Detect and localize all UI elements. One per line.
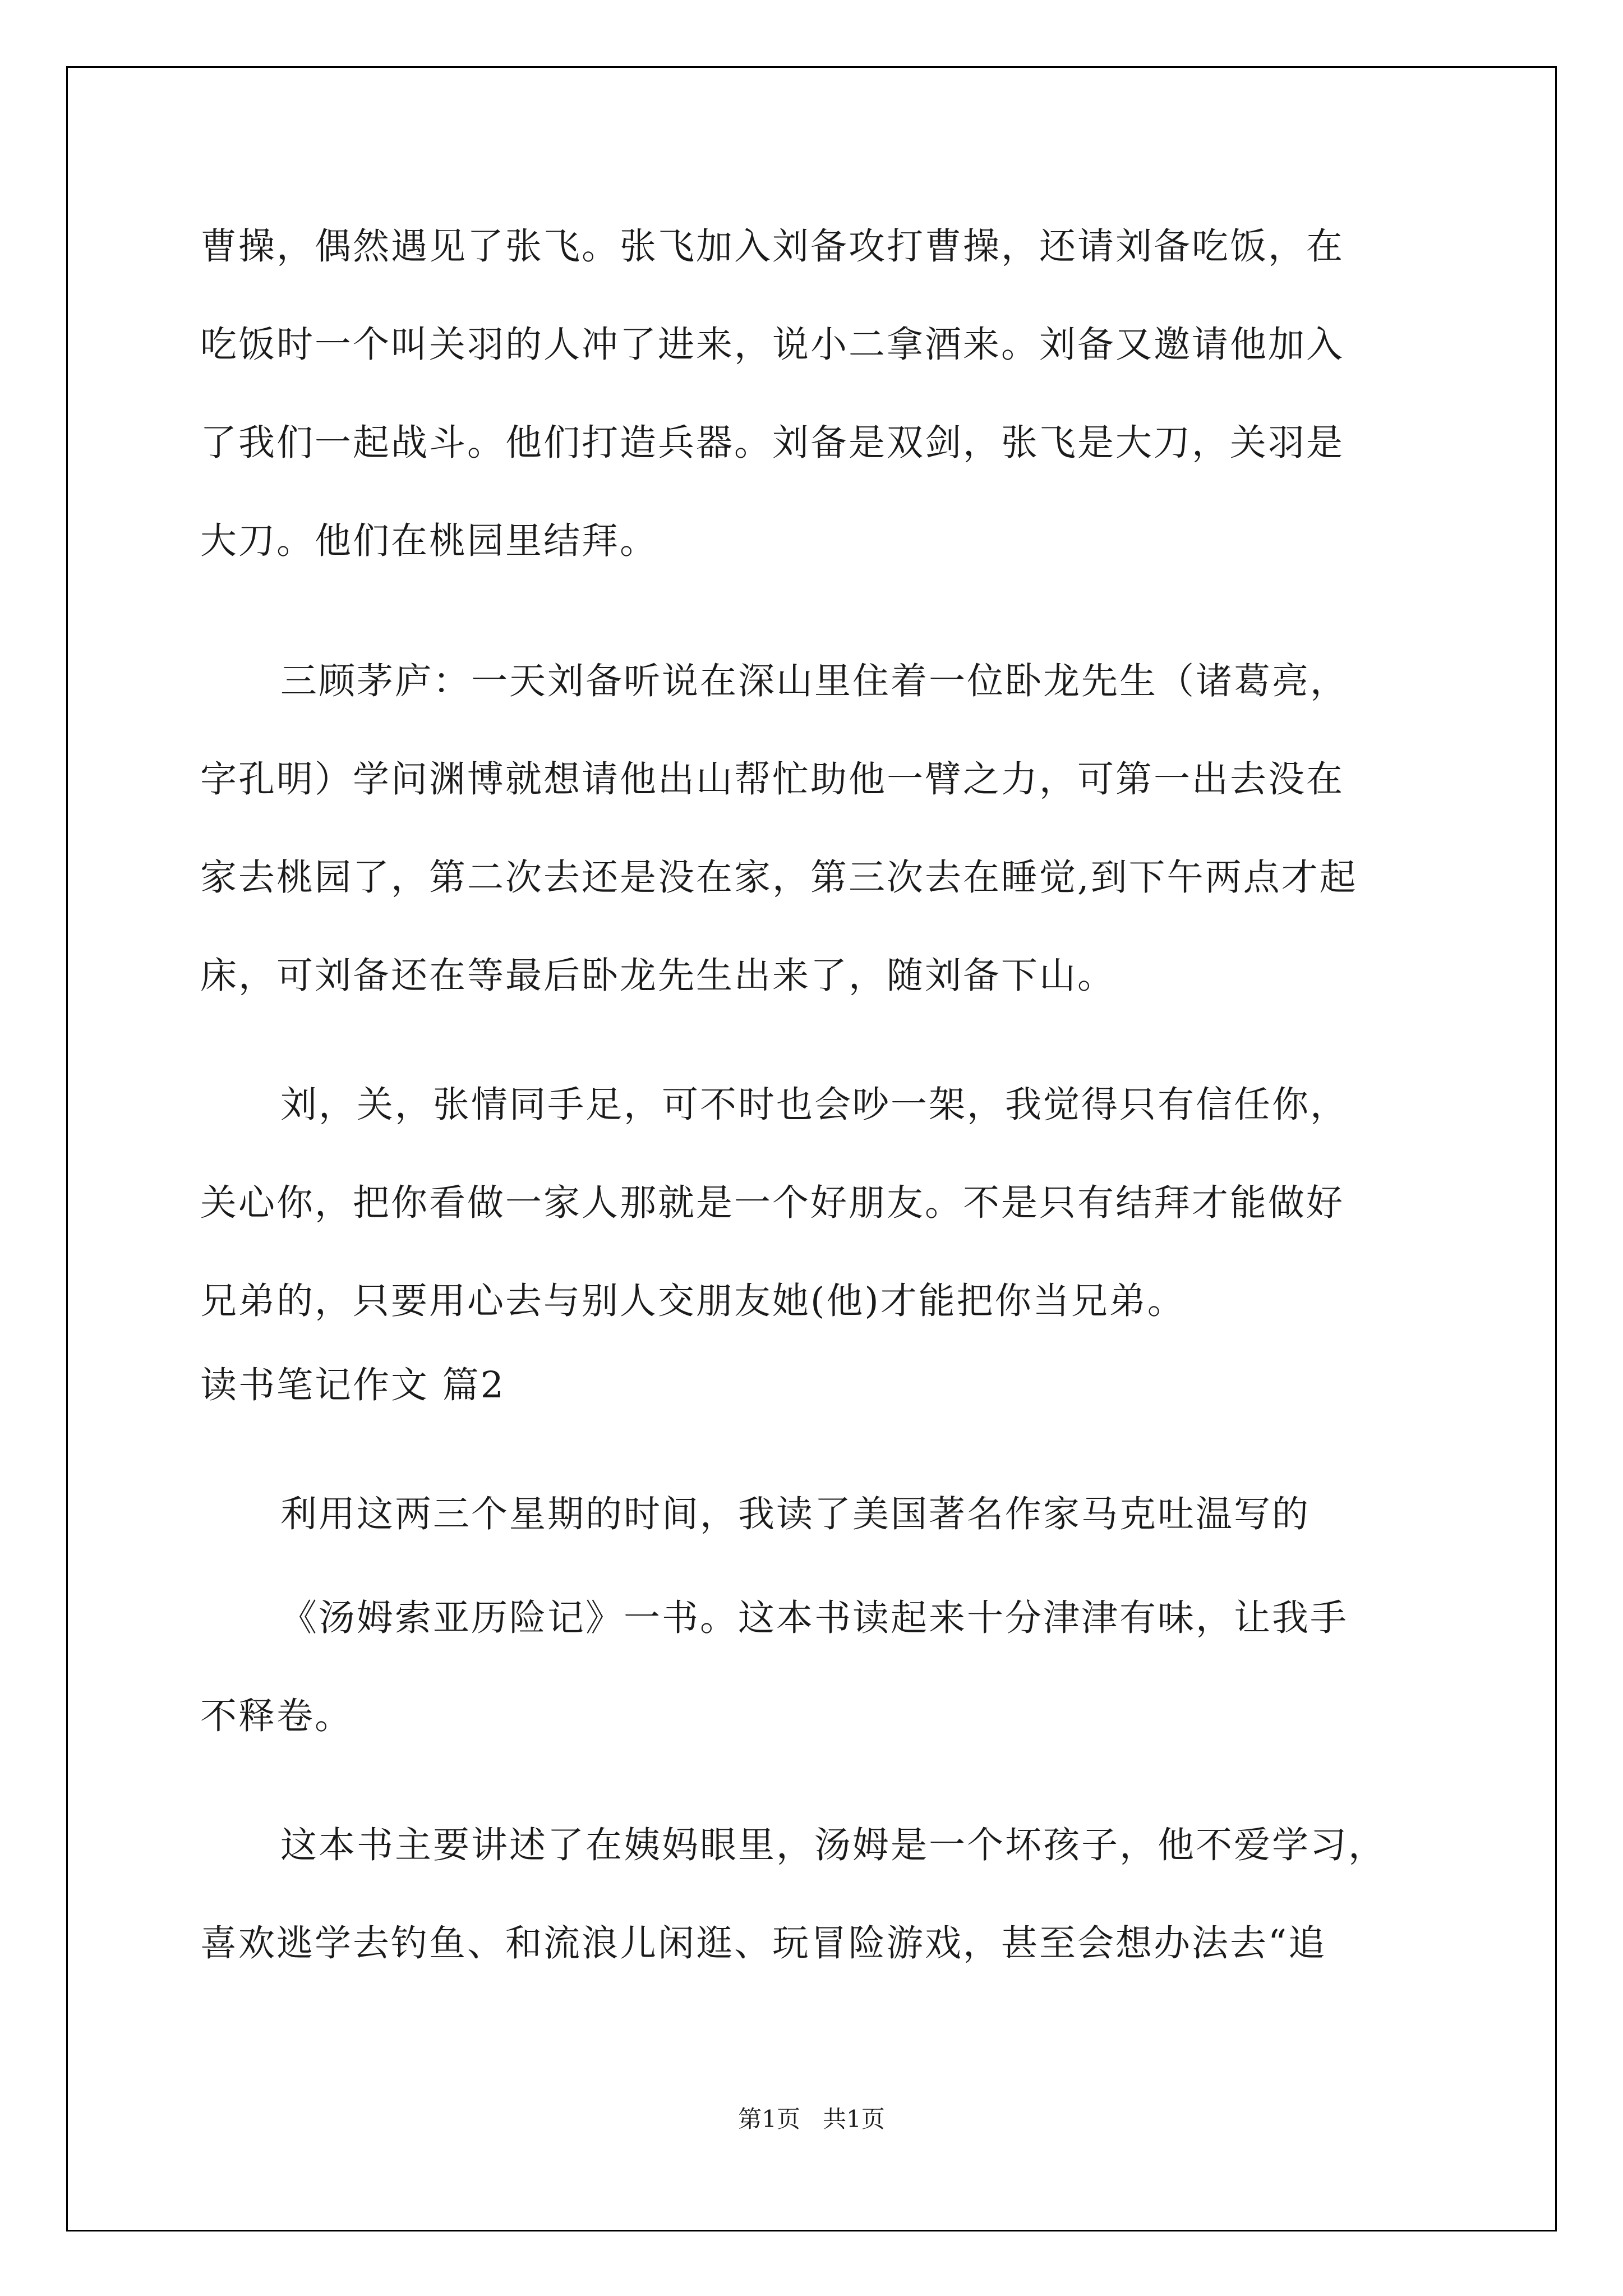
page-footer: 第1页 共1页 [738,2105,885,2133]
text-line: 床，可刘备还在等最后卧龙先生出来了，随刘备下山。 [200,955,1116,997]
text-line: 三顾茅庐：一天刘备听说在深山里住着一位卧龙先生（诸葛亮， [280,660,1349,702]
text-line: 《汤姆索亚历险记》一书。这本书读起来十分津津有味，让我手 [280,1597,1349,1639]
text-line: 利用这两三个星期的时间，我读了美国著名作家马克吐温写的 [280,1493,1311,1535]
text-line: 刘，关，张情同手足，可不时也会吵一架，我觉得只有信任你， [280,1084,1349,1126]
text-line: 关心你，把你看做一家人那就是一个好朋友。不是只有结拜才能做好 [200,1182,1345,1224]
text-line: 喜欢逃学去钓鱼、和流浪儿闲逛、玩冒险游戏，甚至会想办法去“追 [200,1922,1327,1964]
text-line: 家去桃园了，第二次去还是没在家，第三次去在睡觉,到下午两点才起 [200,857,1358,899]
text-line: 字孔明）学问渊博就想请他出山帮忙助他一臂之力，可第一出去没在 [200,758,1345,800]
text-line: 曹操，偶然遇见了张飞。张飞加入刘备攻打曹操，还请刘备吃饭，在 [200,226,1345,268]
text-line: 大刀。他们在桃园里结拜。 [200,520,658,562]
page-border [66,66,1557,2231]
section-heading: 读书笔记作文 篇2 [200,1364,506,1406]
text-line: 这本书主要讲述了在姨妈眼里，汤姆是一个坏孩子，他不爱学习， [280,1824,1387,1866]
text-line: 吃饭时一个叫关羽的人冲了进来，说小二拿酒来。刘备又邀请他加入 [200,324,1345,366]
text-line: 了我们一起战斗。他们打造兵器。刘备是双剑，张飞是大刀，关羽是 [200,422,1345,464]
text-line: 兄弟的，只要用心去与别人交朋友她(他)才能把你当兄弟。 [200,1280,1186,1322]
text-line: 不释卷。 [200,1695,353,1737]
